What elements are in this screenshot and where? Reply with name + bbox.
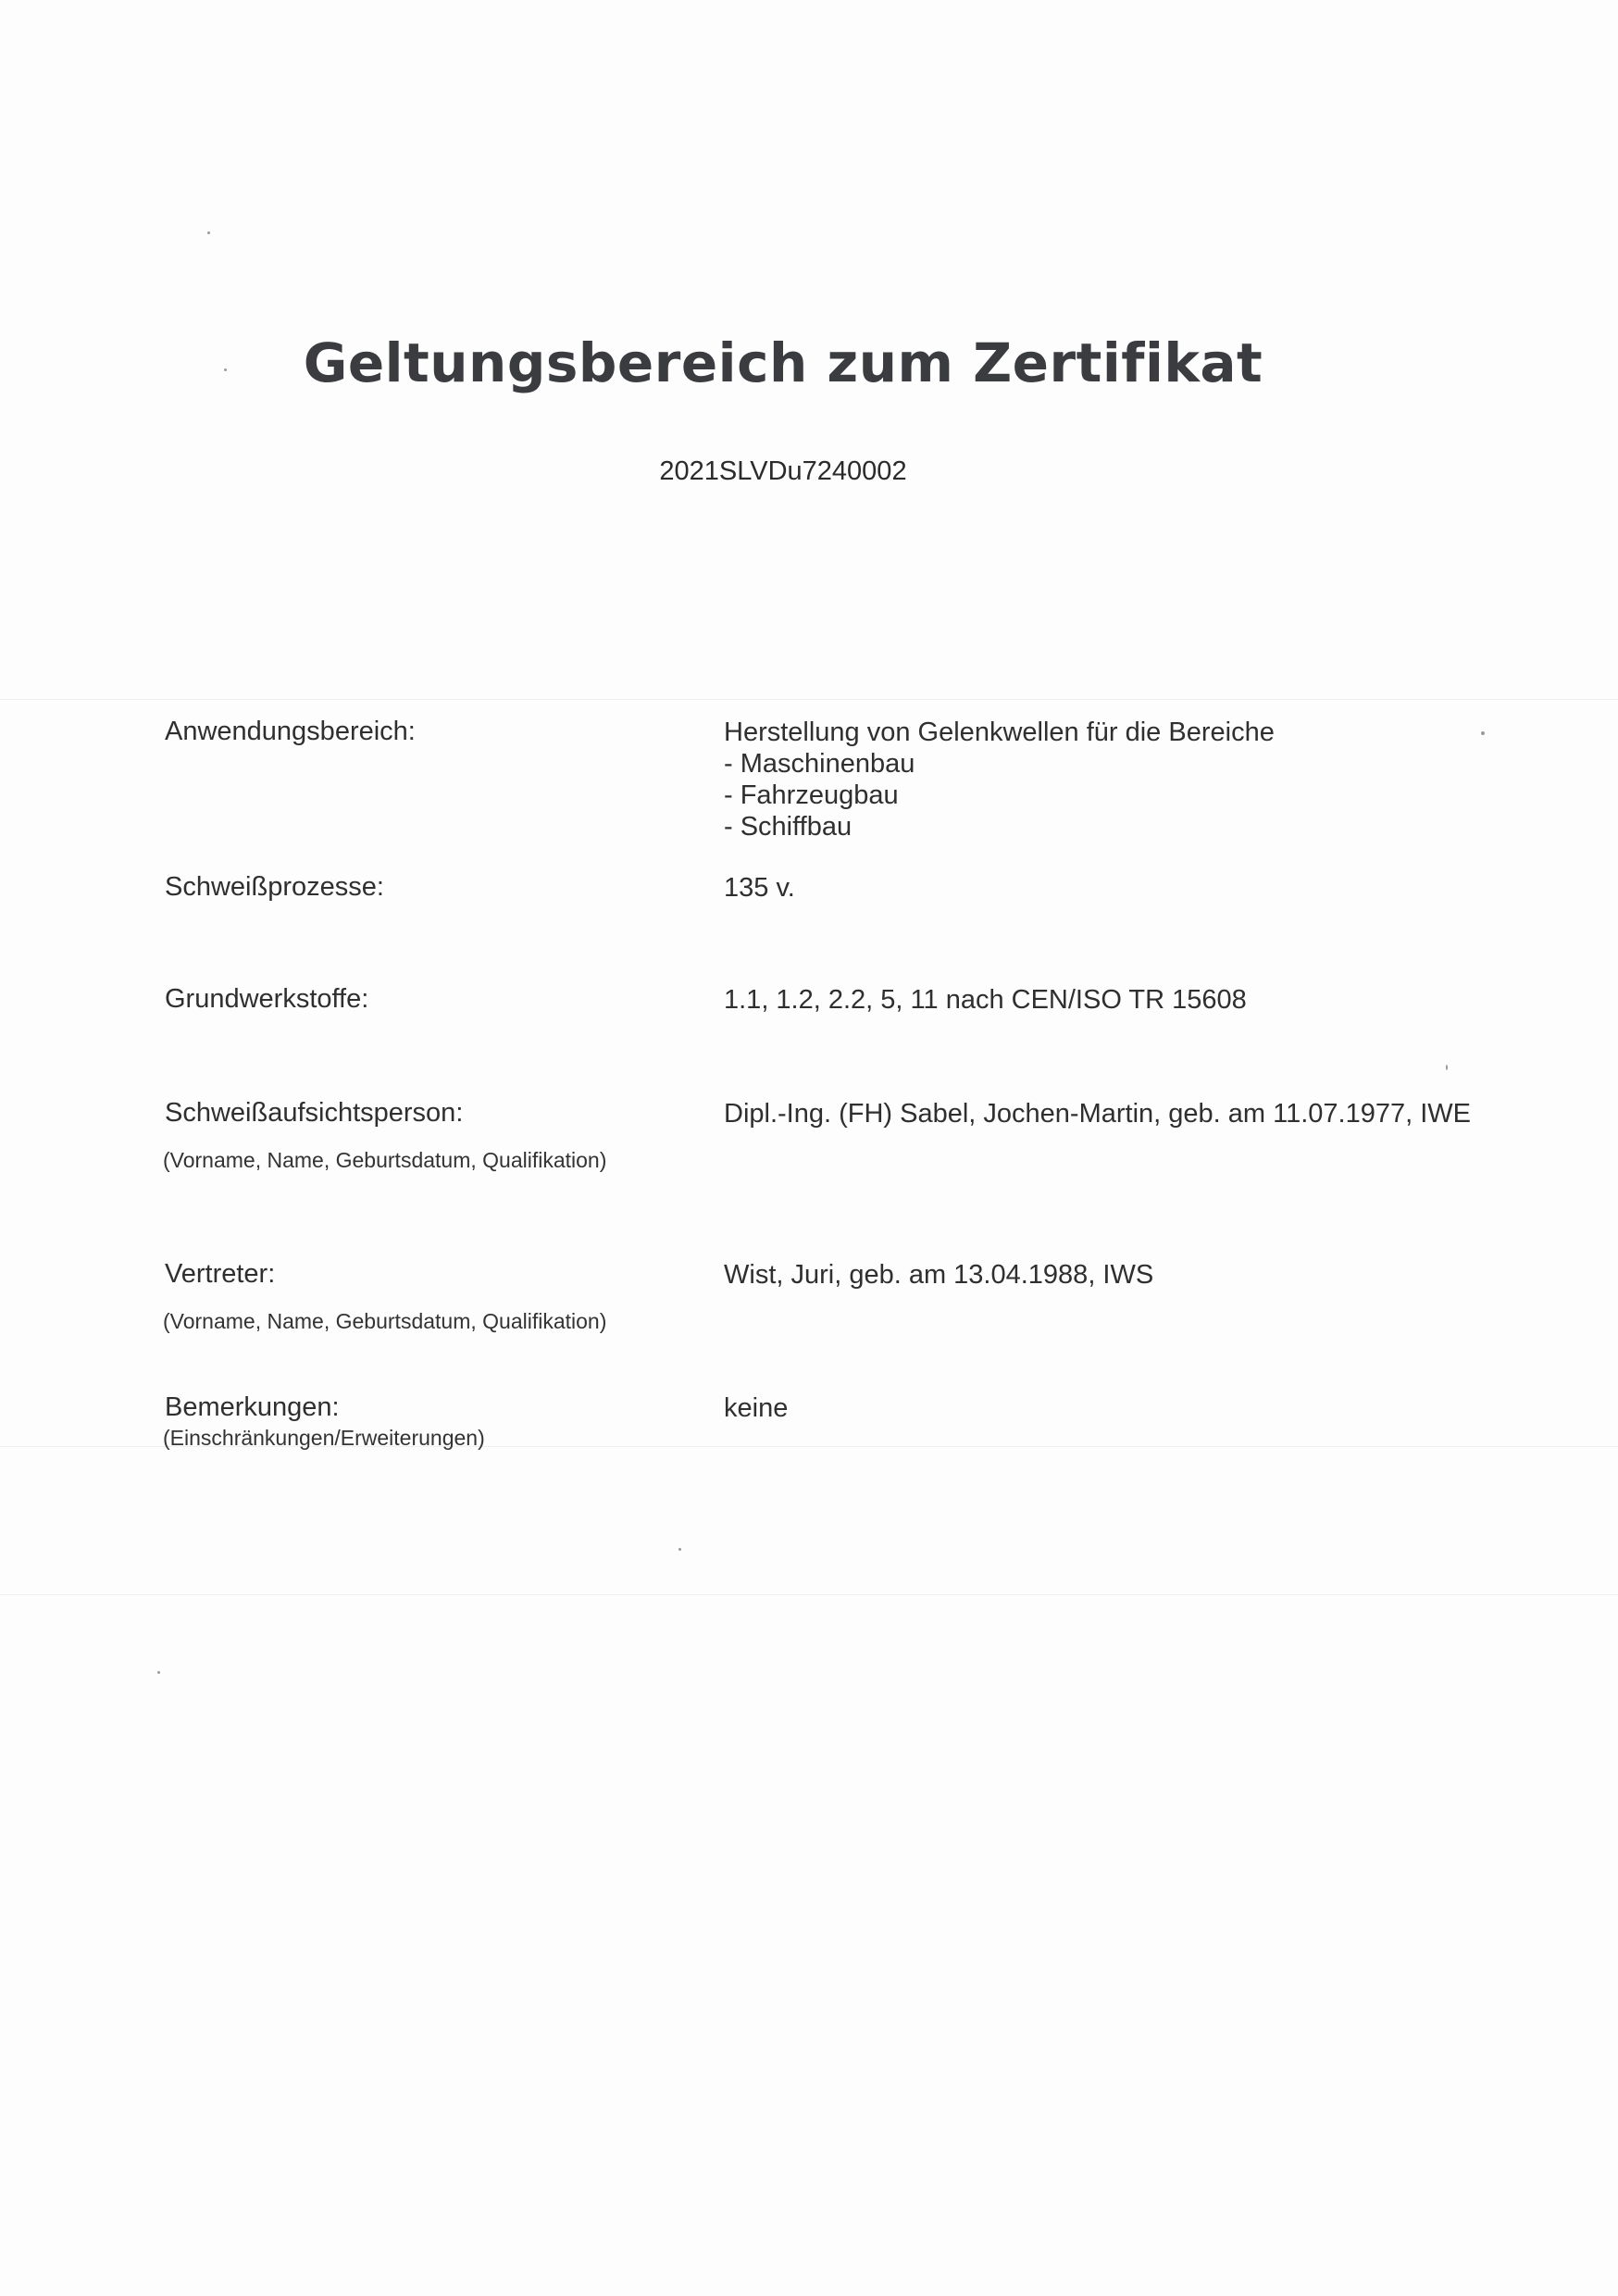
- field-label: Grundwerkstoffe:: [165, 984, 369, 1014]
- field-sublabel: (Einschränkungen/Erweiterungen): [163, 1426, 485, 1450]
- field-label: Schweißaufsichtsperson:: [165, 1098, 464, 1128]
- scan-speck: [157, 1671, 160, 1674]
- field-label: Schweißprozesse:: [165, 872, 384, 902]
- scan-speck: [1481, 731, 1485, 735]
- field-label: Bemerkungen:: [165, 1392, 340, 1422]
- field-sublabel: (Vorname, Name, Geburtsdatum, Qualifikation): [163, 1148, 607, 1172]
- field-value: 1.1, 1.2, 2.2, 5, 11 nach CEN/ISO TR 15608: [724, 985, 1247, 1015]
- field-value: keine: [724, 1393, 789, 1423]
- field-label: Vertreter:: [165, 1259, 276, 1289]
- scan-speck: [207, 231, 210, 234]
- field-value: Wist, Juri, geb. am 13.04.1988, IWS: [724, 1260, 1154, 1290]
- field-value: Dipl.-Ing. (FH) Sabel, Jochen-Martin, geb. am 11.07.1977, IWE: [724, 1099, 1471, 1129]
- document-title: Geltungsbereich zum Zertifikat: [303, 331, 1263, 394]
- value-line: - Maschinenbau: [724, 749, 915, 779]
- field-value: [724, 717, 1275, 842]
- value-line: - Fahrzeugbau: [724, 780, 899, 810]
- certificate-number: 2021SLVDu7240002: [659, 456, 907, 486]
- field-label: Anwendungsbereich:: [165, 717, 416, 746]
- scan-line: [0, 1594, 1618, 1595]
- value-line: - Schiffbau: [724, 812, 853, 842]
- scan-speck: [1446, 1065, 1448, 1070]
- value-line: Herstellung von Gelenkwellen für die Bereiche: [724, 718, 1275, 747]
- field-sublabel: (Vorname, Name, Geburtsdatum, Qualifikation): [163, 1309, 607, 1333]
- scan-line: [0, 699, 1618, 700]
- field-value: 135 v.: [724, 873, 795, 903]
- scan-speck: [678, 1548, 681, 1551]
